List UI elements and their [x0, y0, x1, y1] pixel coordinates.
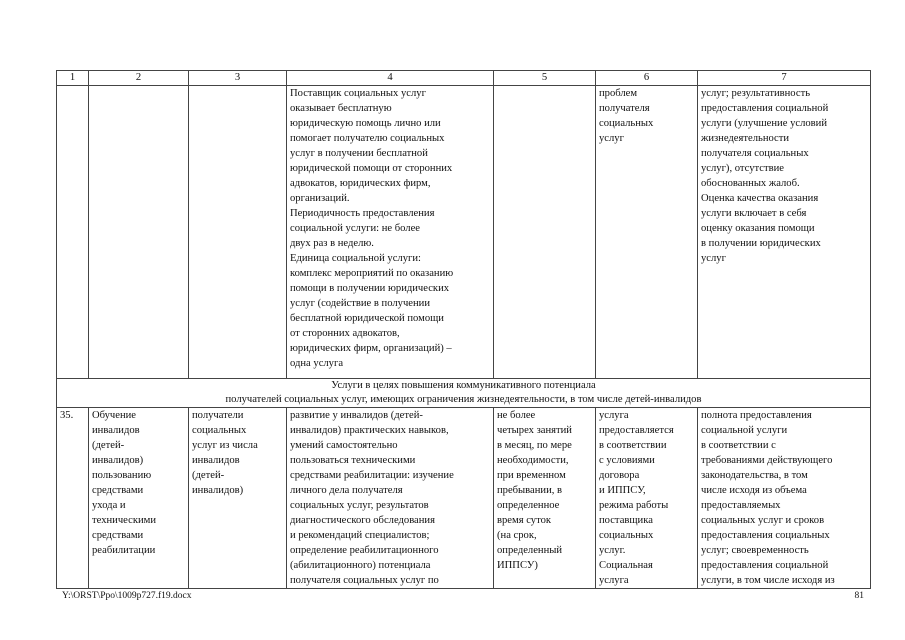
- cell-conditions: проблем получателя социальных услуг: [596, 86, 698, 379]
- section-heading-row: [57, 379, 871, 408]
- column-number-row: [57, 71, 871, 86]
- column-number: 2: [89, 71, 189, 86]
- cell-quality: полнота предоставления социальной услуги в соответствии с требованиями действующего законодательства, в том числе исходя из объема предоставляемых социальных услуг и сроков предоставления социальных услуг; своевременность предоставления социальной услуги, в том числе исходя из: [698, 408, 871, 589]
- cell-service-name: Обучение инвалидов (детей- инвалидов) пользованию средствами ухода и техническими средствами реабилитации: [89, 408, 189, 589]
- column-number: 3: [189, 71, 287, 86]
- table-row-continuation: [57, 86, 871, 379]
- services-table: [56, 70, 871, 589]
- cell-periodicity: [494, 86, 596, 379]
- column-number: 7: [698, 71, 871, 86]
- cell-recipients: [189, 86, 287, 379]
- cell-service-name: [89, 86, 189, 379]
- column-number: 5: [494, 71, 596, 86]
- footer-page-number: 81: [854, 591, 864, 601]
- cell-number: [57, 86, 89, 379]
- cell-periodicity: не более четырех занятий в месяц, по мере необходимости, при временном пребывании, в определенное время суток (на срок, определенный ИППСУ): [494, 408, 596, 589]
- section-title: Услуги в целях повышения коммуникативного потенциала получателей социальных услуг, имеющих ограничения жизнедеятельности, в том числе детей-инвалидов: [57, 379, 871, 408]
- cell-recipients: получатели социальных услуг из числа инвалидов (детей- инвалидов): [189, 408, 287, 589]
- cell-conditions: услуга предоставляется в соответствии с условиями договора и ИППСУ, режима работы поставщика социальных услуг. Социальная услуга: [596, 408, 698, 589]
- table-row-35: [57, 408, 871, 589]
- column-number: 1: [57, 71, 89, 86]
- column-number: 4: [287, 71, 494, 86]
- cell-description: Поставщик социальных услуг оказывает бесплатную юридическую помощь лично или помогает получателю социальных услуг в получении бесплатной юридической помощи от сторонних адвокатов, юридических фирм, организаций. Периодичность предоставления социальной услуги: не более двух раз в неделю. Единица социальной услуги: комплекс мероприятий по оказанию помощи в получении юридических услуг (содействие в получении бесплатной юридической помощи от сторонних адвокатов, юридических фирм, организаций) – одна услуга: [287, 86, 494, 379]
- cell-number: 35.: [57, 408, 89, 589]
- cell-quality: услуг; результативность предоставления социальной услуги (улучшение условий жизнедеятельности получателя социальных услуг), отсутствие обоснованных жалоб. Оценка качества оказания услуги включает в себя оценку оказания помощи в получении юридических услуг: [698, 86, 871, 379]
- column-number: 6: [596, 71, 698, 86]
- cell-description: развитие у инвалидов (детей- инвалидов) практических навыков, умений самостоятельно пользоваться техническими средствами реабилитации: изучение личного дела получателя социальных услуг, результатов диагностического обследования и рекомендаций специалистов; определение реабилитационного (абилитационного) потенциала получателя социальных услуг по: [287, 408, 494, 589]
- footer-file-path: Y:\ORST\Ppo\1009p727.f19.docx: [62, 591, 192, 601]
